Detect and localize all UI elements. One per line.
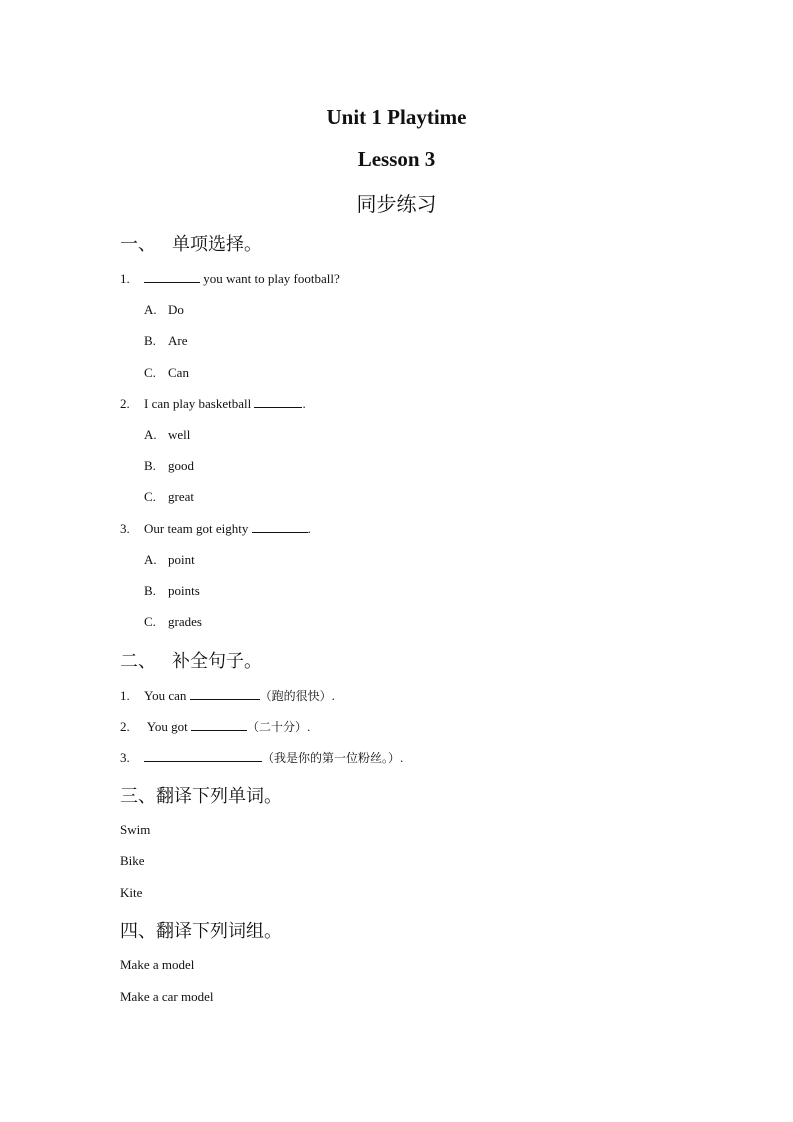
option-text: good: [168, 458, 194, 473]
option-letter: A.: [144, 552, 157, 567]
section-heading-1: [120, 230, 262, 256]
option-letter: A.: [144, 427, 157, 442]
option-letter: B.: [144, 583, 156, 598]
question-text: you want to play football?: [200, 271, 340, 286]
option-text: Are: [168, 333, 188, 348]
question-text: I can play basketball: [144, 396, 255, 411]
option-text: point: [168, 552, 195, 567]
sentence-end: .: [400, 750, 404, 765]
option-letter: C.: [144, 614, 156, 629]
section-title: 单项选择。: [172, 234, 262, 255]
section-title: 翻译下列单词。: [156, 786, 282, 807]
lesson-title: Lesson 3: [357, 147, 436, 171]
option-text: great: [168, 489, 194, 504]
section-number: 一、: [120, 234, 156, 255]
answer-blank: [144, 751, 262, 762]
sentence-text: You can: [144, 688, 190, 703]
option-2-c: [144, 489, 194, 505]
sentence-end: .: [306, 719, 311, 734]
chinese-hint: （跑的很快）: [259, 689, 332, 703]
section-heading-4: [120, 917, 282, 943]
question-number: 3.: [120, 750, 130, 765]
answer-blank: [190, 689, 260, 700]
word-item: Bike: [120, 853, 145, 868]
phrase-item: Make a model: [120, 957, 195, 972]
answer-blank: [144, 272, 200, 283]
word-item: Swim: [120, 822, 151, 837]
document-subtitle: 同步练习: [356, 192, 437, 216]
question-end: .: [307, 521, 311, 536]
option-letter: B.: [144, 333, 156, 348]
sentence-end: .: [331, 688, 335, 703]
document-title: Unit 1 Playtime: [326, 105, 467, 129]
section-title: 补全句子。: [172, 651, 262, 672]
question-1-1: [120, 271, 340, 287]
sentence-text: You got: [144, 719, 191, 734]
word-item: Kite: [120, 885, 143, 900]
option-1-c: [144, 365, 189, 381]
option-1-a: [144, 302, 184, 318]
option-text: well: [168, 427, 191, 442]
option-text: Do: [168, 302, 184, 317]
question-number: 2.: [120, 396, 130, 411]
chinese-hint: （二十分）: [246, 720, 307, 734]
chinese-hint: （我是你的第一位粉丝。）: [262, 751, 401, 765]
answer-blank: [252, 522, 308, 533]
option-letter: C.: [144, 365, 156, 380]
question-1-2: [120, 396, 306, 412]
question-end: .: [302, 396, 306, 411]
answer-blank: [191, 720, 247, 731]
section-number: 四、: [120, 921, 156, 942]
option-text: points: [168, 583, 200, 598]
question-number: 1.: [120, 688, 130, 703]
section-number: 三、: [120, 786, 156, 807]
question-number: 1.: [120, 271, 130, 286]
section-heading-3: [120, 782, 282, 808]
answer-blank: [254, 397, 302, 408]
option-2-b: [144, 458, 194, 474]
option-text: grades: [168, 614, 202, 629]
option-1-b: [144, 333, 188, 349]
option-3-a: [144, 552, 195, 568]
option-3-b: [144, 583, 200, 599]
sentence-2-3: [120, 749, 403, 766]
option-2-a: [144, 427, 190, 443]
option-letter: C.: [144, 489, 156, 504]
question-number: 2.: [120, 719, 130, 734]
question-number: 3.: [120, 521, 130, 536]
question-1-3: [120, 521, 311, 537]
option-3-c: [144, 614, 202, 630]
question-text: Our team got eighty: [144, 521, 252, 536]
option-letter: A.: [144, 302, 157, 317]
section-number: 二、: [120, 651, 156, 672]
option-letter: B.: [144, 458, 156, 473]
sentence-2-1: [120, 687, 335, 704]
section-heading-2: [120, 647, 262, 673]
option-text: Can: [168, 365, 189, 380]
section-title: 翻译下列词组。: [156, 921, 282, 942]
sentence-2-2: [120, 718, 310, 735]
phrase-item: Make a car model: [120, 989, 214, 1004]
